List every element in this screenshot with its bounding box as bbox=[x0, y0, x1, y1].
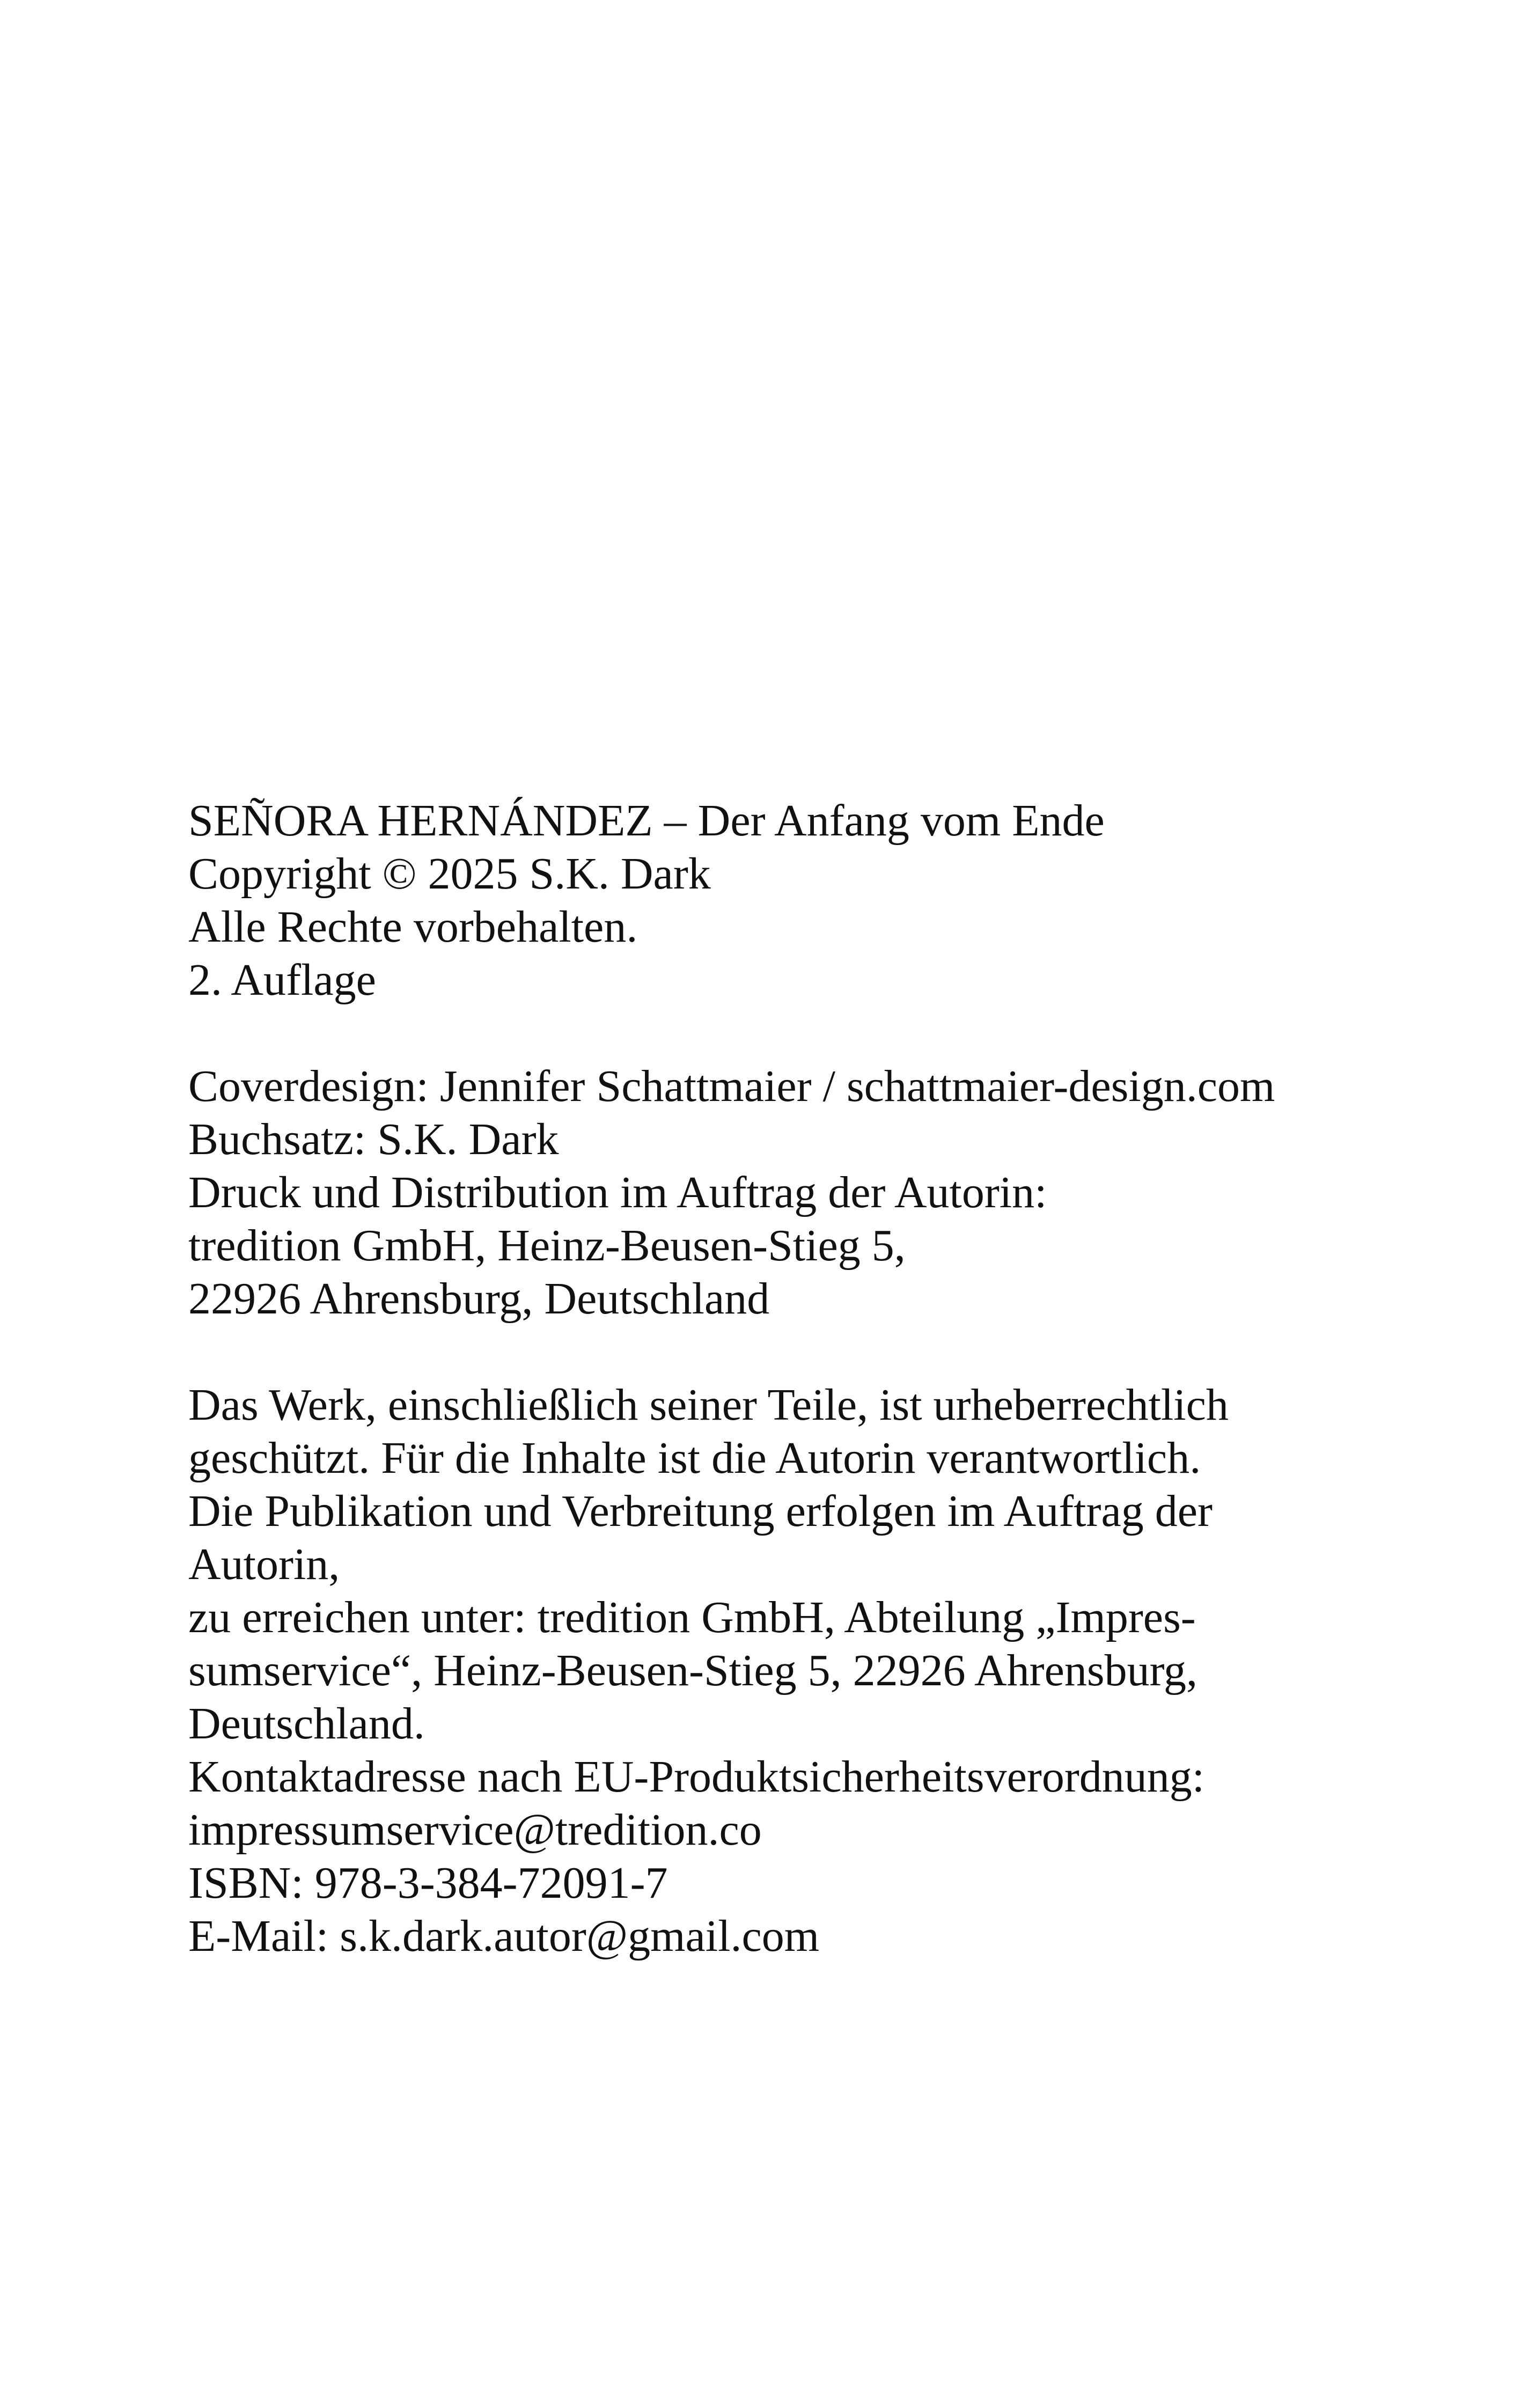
legal-line: Deutschland. bbox=[188, 1699, 425, 1749]
isbn-line: ISBN: 978-3-384-72091-7 bbox=[188, 1858, 668, 1908]
paragraph-gap bbox=[188, 1325, 1315, 1378]
title-line: SEÑORA HERNÁNDEZ – Der Anfang vom Ende bbox=[188, 796, 1105, 846]
paragraph-gap bbox=[188, 1007, 1315, 1060]
legal-line: Das Werk, einschließlich seiner Teile, ist urheberrechtlich bbox=[188, 1380, 1229, 1430]
rights-line: Alle Rechte vorbehalten. bbox=[188, 902, 638, 952]
legal-line: geschützt. Für die Inhalte ist die Autorin verantwortlich. bbox=[188, 1433, 1201, 1483]
print-intro-line: Druck und Distribution im Auftrag der Autorin: bbox=[188, 1168, 1047, 1217]
edition-line: 2. Auflage bbox=[188, 955, 376, 1005]
legal-line: Die Publikation und Verbreitung erfolgen im Auftrag der bbox=[188, 1486, 1213, 1536]
publisher-street-line: tredition GmbH, Heinz-Beusen-Stieg 5, bbox=[188, 1221, 906, 1271]
author-email-line: E-Mail: s.k.dark.autor@gmail.com bbox=[188, 1911, 820, 1961]
cover-design-line: Coverdesign: Jennifer Schattmaier / schattmaier-design.com bbox=[188, 1061, 1275, 1111]
imprint-text bbox=[188, 794, 1315, 1963]
contact-email-line: impressumservice@tredition.co bbox=[188, 1805, 762, 1855]
publisher-city-line: 22926 Ahrensburg, Deutschland bbox=[188, 1274, 770, 1324]
legal-line: sumservice“, Heinz-Beusen-Stieg 5, 22926 Ahrensburg, bbox=[188, 1646, 1198, 1695]
legal-line: zu erreichen unter: tredition GmbH, Abteilung „Impres- bbox=[188, 1592, 1196, 1642]
legal-line: Autorin, bbox=[188, 1539, 340, 1589]
typesetting-line: Buchsatz: S.K. Dark bbox=[188, 1114, 559, 1164]
copyright-line: Copyright © 2025 S.K. Dark bbox=[188, 849, 711, 899]
contact-address-line: Kontaktadresse nach EU-Produktsicherheitsverordnung: bbox=[188, 1752, 1205, 1802]
